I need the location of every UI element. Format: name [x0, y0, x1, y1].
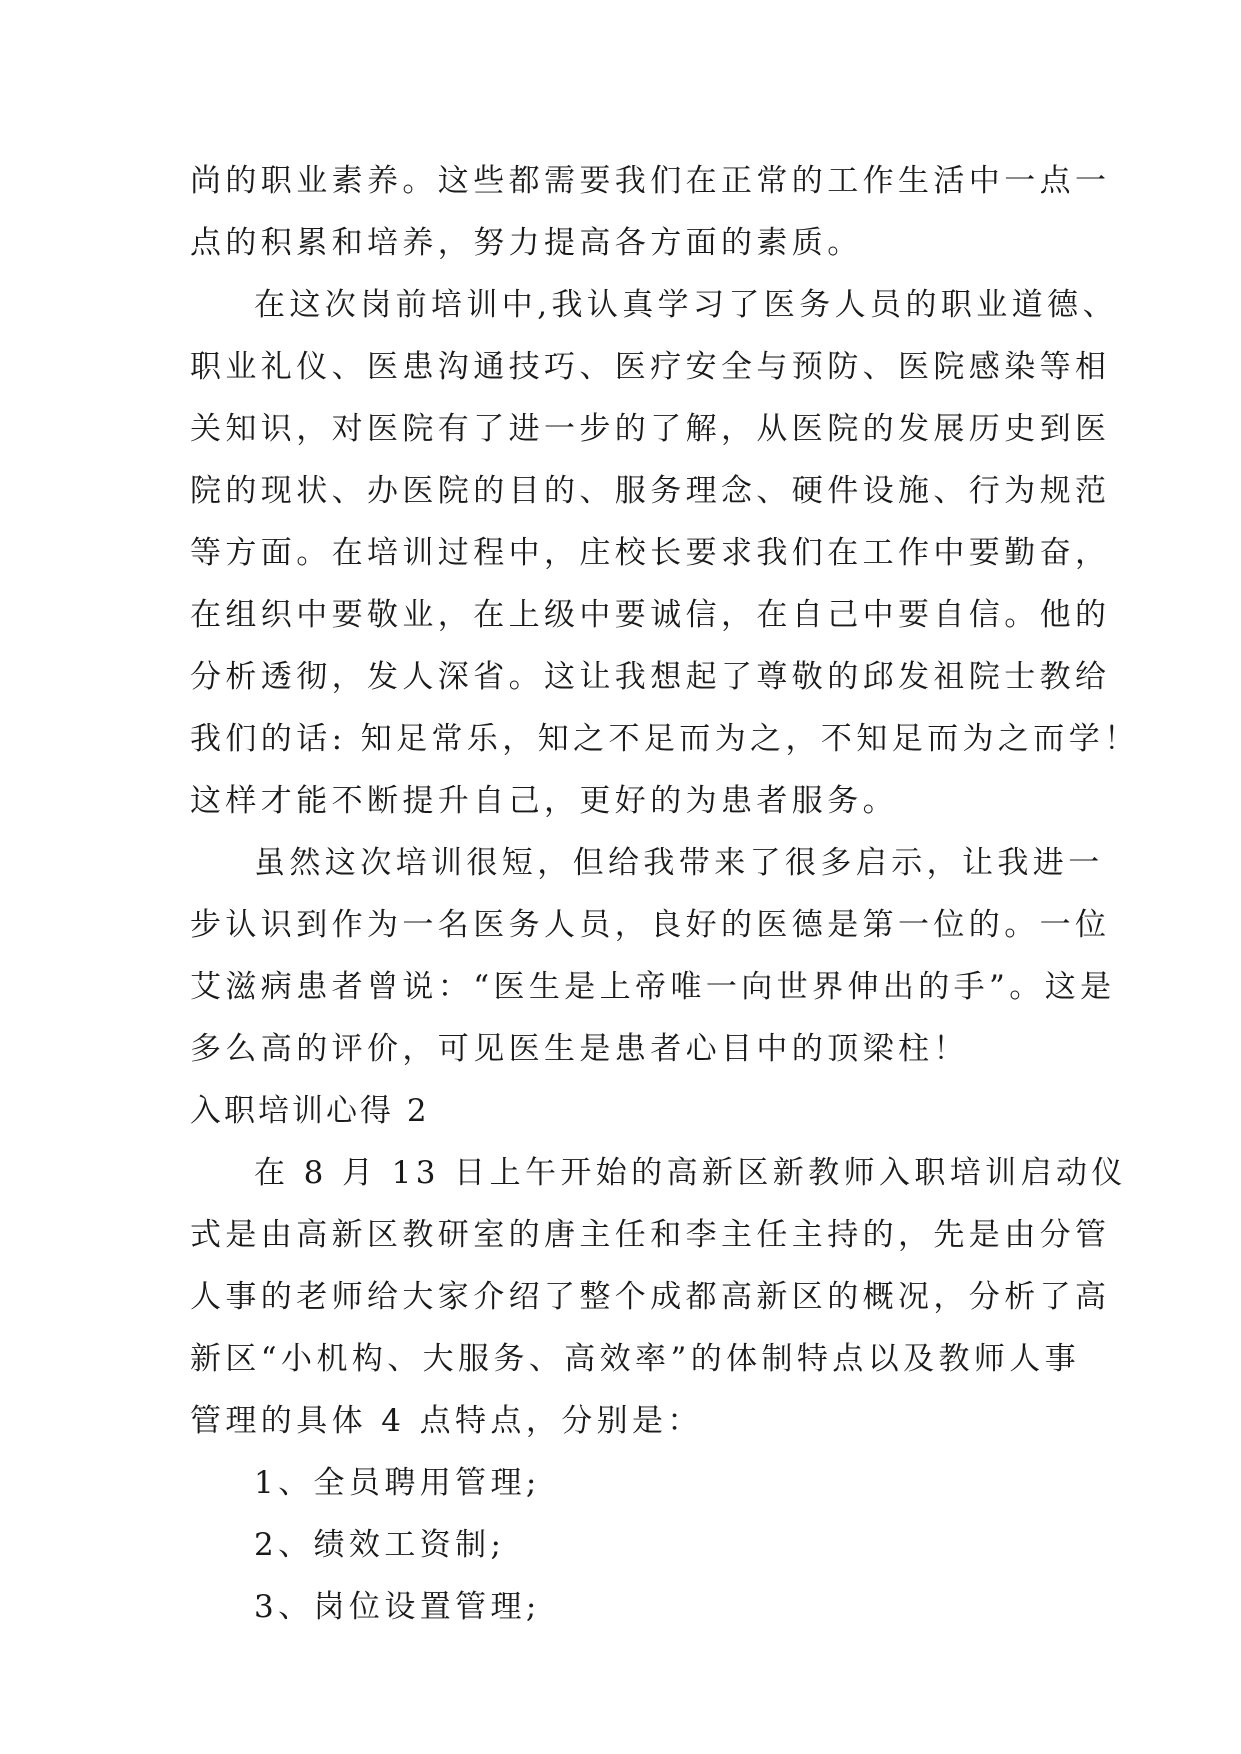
list-item: 2、绩效工资制; — [254, 1527, 506, 1563]
text-line: 人事的老师给大家介绍了整个成都高新区的概况，分析了高 — [190, 1279, 1111, 1315]
paragraph-first-line: 在这次岗前培训中,我认真学习了医务人员的职业道德、 — [254, 287, 1118, 323]
text-line: 分析透彻，发人深省。这让我想起了尊敬的邱发祖院士教给 — [190, 659, 1111, 695]
text-line: 职业礼仪、医患沟通技巧、医疗安全与预防、医院感染等相 — [190, 349, 1111, 385]
text-line: 这样才能不断提升自己，更好的为患者服务。 — [190, 783, 898, 819]
list-item: 1、全员聘用管理; — [254, 1465, 541, 1501]
text-line: 在组织中要敬业，在上级中要诚信，在自己中要自信。他的 — [190, 597, 1111, 633]
text-line: 式是由高新区教研室的唐主任和李主任主持的，先是由分管 — [190, 1217, 1111, 1253]
text-line: 艾滋病患者曾说：“医生是上帝唯一向世界伸出的手”。这是 — [190, 969, 1116, 1005]
section-heading: 入职培训心得 2 — [190, 1093, 430, 1129]
text-line: 新区“小机构、大服务、高效率”的体制特点以及教师人事 — [190, 1341, 1081, 1377]
text-line: 我们的话: 知足常乐，知之不足而为之，不知足而为之而学！ — [190, 721, 1140, 757]
text-line: 等方面。在培训过程中，庄校长要求我们在工作中要勤奋， — [190, 535, 1111, 571]
text-line: 尚的职业素养。这些都需要我们在正常的工作生活中一点一 — [190, 163, 1111, 199]
document-body — [190, 150, 1140, 1638]
text-line: 管理的具体 4 点特点，分别是： — [190, 1403, 703, 1439]
text-line: 步认识到作为一名医务人员，良好的医德是第一位的。一位 — [190, 907, 1111, 943]
text-line: 院的现状、办医院的目的、服务理念、硬件设施、行为规范 — [190, 473, 1111, 509]
text-line: 点的积累和培养，努力提高各方面的素质。 — [190, 225, 863, 261]
paragraph-first-line: 在 8 月 13 日上午开始的高新区新教师入职培训启动仪 — [254, 1155, 1127, 1191]
text-line: 关知识，对医院有了进一步的了解，从医院的发展历史到医 — [190, 411, 1111, 447]
text-line: 多么高的评价，可见医生是患者心目中的顶梁柱！ — [190, 1031, 969, 1067]
list-item: 3、岗位设置管理; — [254, 1589, 541, 1625]
paragraph-first-line: 虽然这次培训很短，但给我带来了很多启示，让我进一 — [254, 845, 1104, 881]
